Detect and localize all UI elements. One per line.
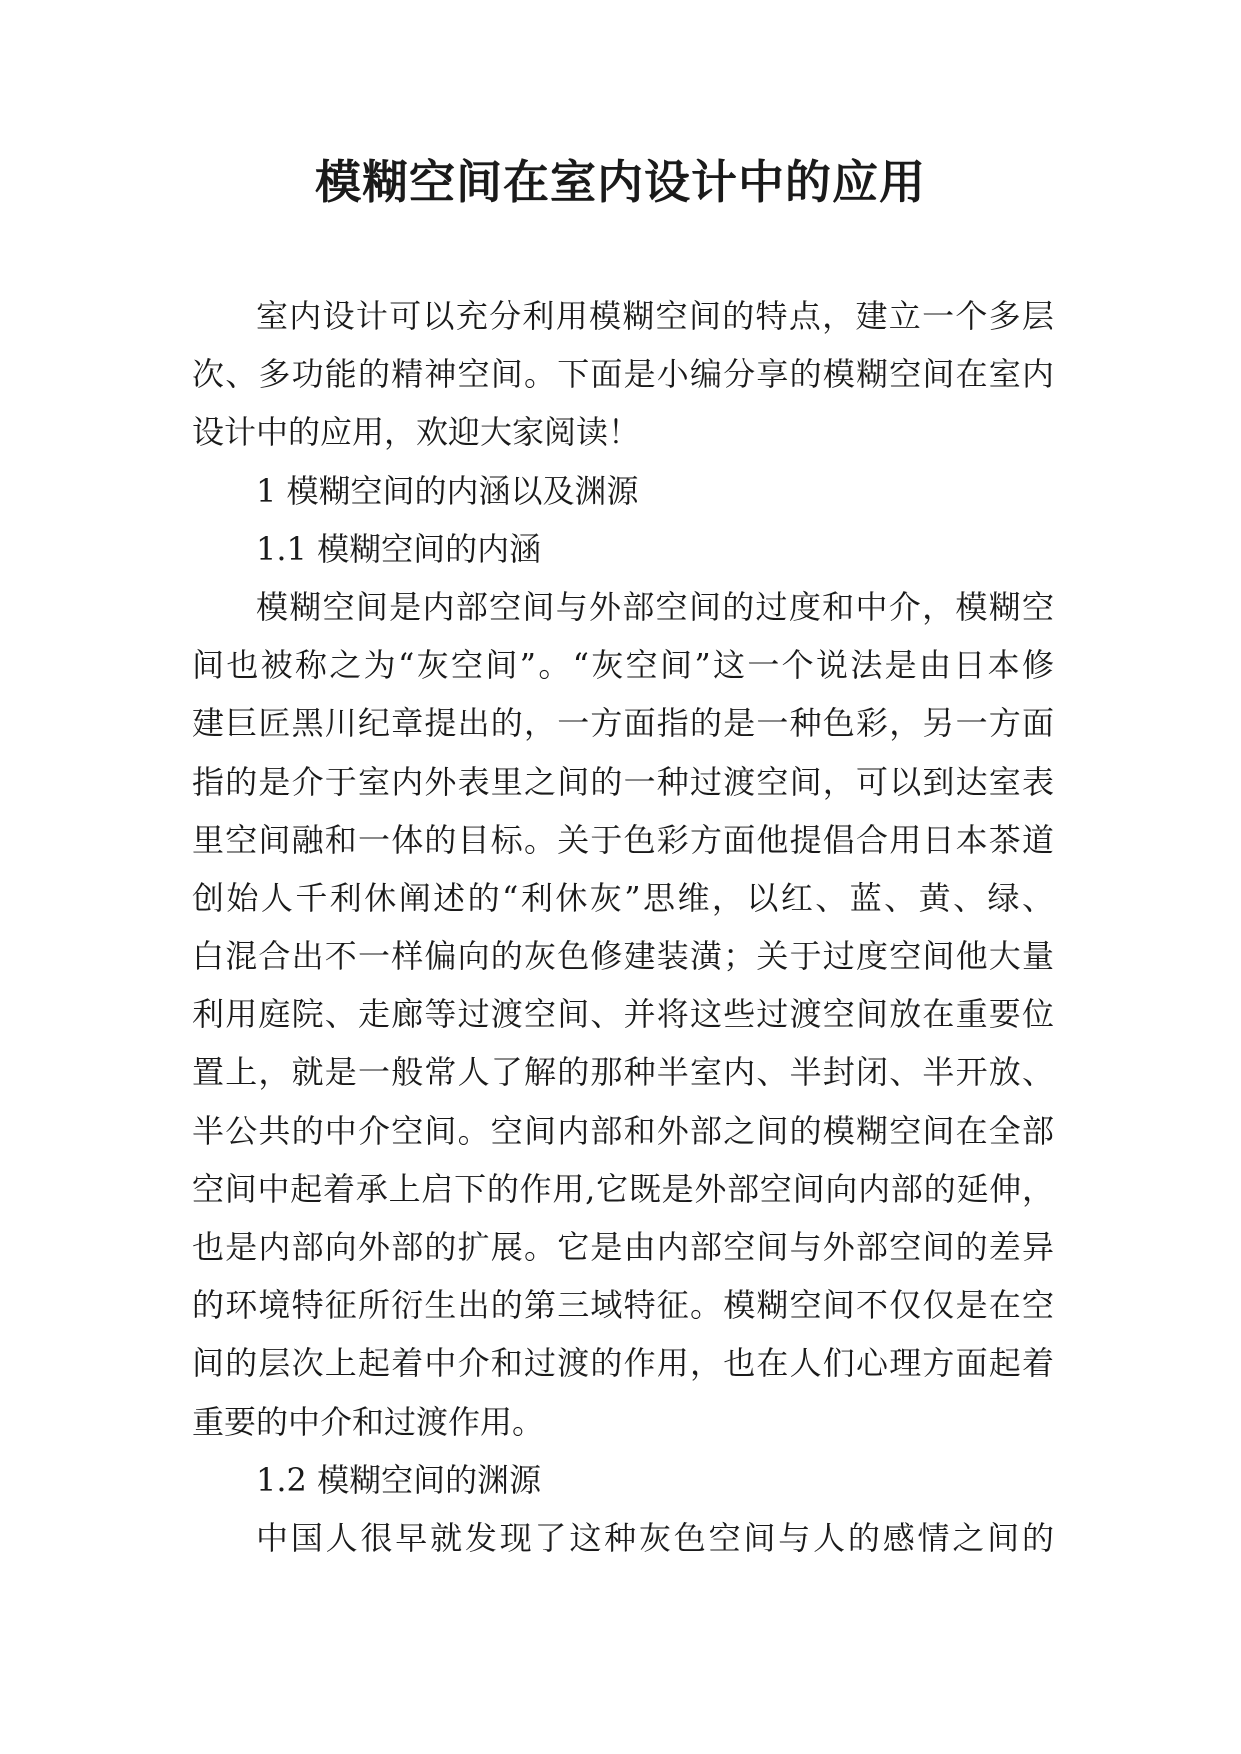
text-line: 置上，就是一般常人了解的那种半室内、半封闭、半开放、 — [192, 1053, 1054, 1092]
text-line: 创始人千利休阐述的“利休灰”思维，以红、蓝、黄、绿、 — [192, 878, 1054, 917]
text-line: 空间中起着承上启下的作用,它既是外部空间向内部的延伸， — [192, 1169, 1054, 1208]
text-line: 白混合出不一样偏向的灰色修建装潢；关于过度空间他大量 — [192, 937, 1054, 976]
text-line: 利用庭院、走廊等过渡空间、并将这些过渡空间放在重要位 — [192, 995, 1054, 1034]
section-heading-1-1 — [192, 520, 1054, 578]
section-heading-1 — [192, 462, 1054, 520]
section-heading-1-2 — [192, 1451, 1054, 1509]
document-title: 模糊空间在室内设计中的应用 — [315, 155, 926, 209]
paragraph-connotation — [192, 578, 1054, 1451]
document-body — [192, 287, 1054, 1567]
text-line: 间的层次上起着中介和过渡的作用，也在人们心理方面起着 — [192, 1344, 1054, 1383]
text-line: 重要的中介和过渡作用。 — [192, 1402, 545, 1441]
text-line: 室内设计可以充分利用模糊空间的特点，建立一个多层 — [256, 297, 1054, 335]
text-line: 半公共的中介空间。空间内部和外部之间的模糊空间在全部 — [192, 1111, 1054, 1150]
text-line: 中国人很早就发现了这种灰色空间与人的感情之间的 — [256, 1518, 1054, 1557]
text-line: 次、多功能的精神空间。下面是小编分享的模糊空间在室内 — [192, 355, 1054, 394]
text-line: 指的是介于室内外表里之间的一种过渡空间，可以到达室表 — [192, 762, 1054, 801]
paragraph-origin — [192, 1509, 1054, 1567]
heading-text: 1.2 模糊空间的渊源 — [256, 1460, 542, 1499]
text-line: 模糊空间是内部空间与外部空间的过度和中介，模糊空 — [256, 587, 1054, 626]
text-line: 的环境特征所衍生出的第三域特征。模糊空间不仅仅是在空 — [192, 1286, 1054, 1325]
text-line: 建巨匠黑川纪章提出的，一方面指的是一种色彩，另一方面 — [192, 704, 1054, 743]
paragraph-intro — [192, 287, 1054, 462]
text-line: 设计中的应用，欢迎大家阅读！ — [192, 413, 641, 452]
text-line: 间也被称之为“灰空间”。“灰空间”这一个说法是由日本修 — [192, 646, 1054, 685]
heading-text: 1.1 模糊空间的内涵 — [256, 529, 542, 568]
text-line: 里空间融和一体的目标。关于色彩方面他提倡合用日本茶道 — [192, 820, 1054, 859]
text-line: 也是内部向外部的扩展。它是由内部空间与外部空间的差异 — [192, 1228, 1054, 1266]
heading-text: 1 模糊空间的内涵以及渊源 — [256, 471, 639, 510]
